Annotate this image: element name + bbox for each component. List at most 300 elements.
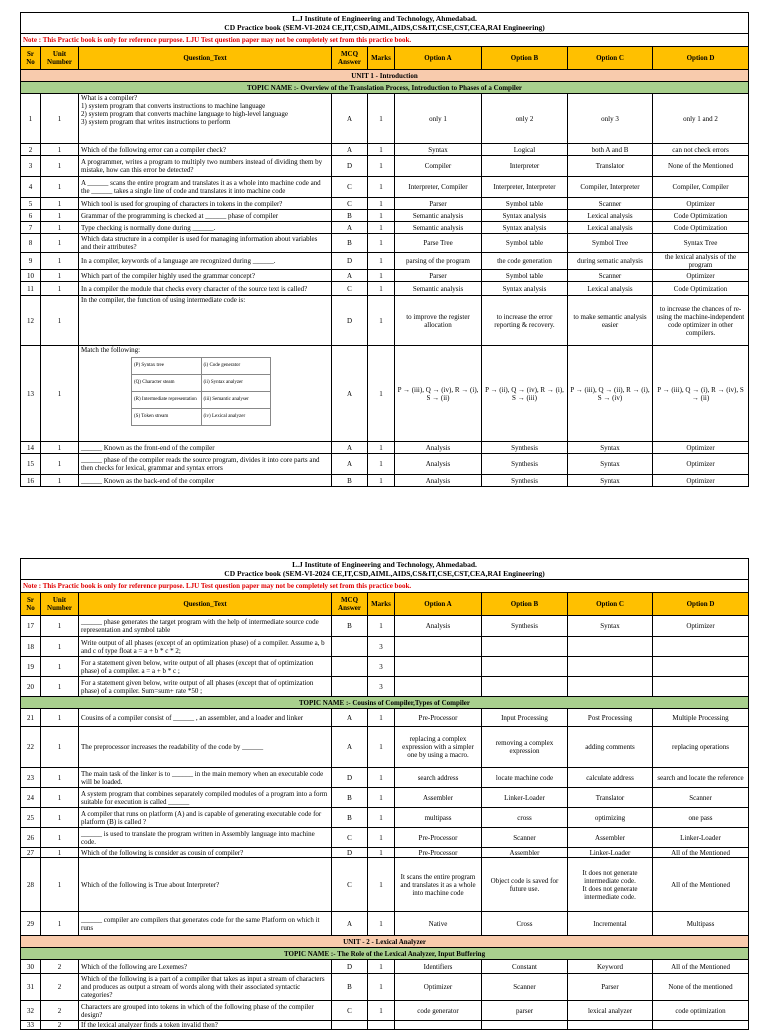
- marks-cell: 1: [368, 788, 395, 808]
- marks-cell: 1: [368, 177, 395, 198]
- option-c-cell: during sematic analysis: [568, 253, 653, 270]
- option-d-cell: Optimizer: [653, 616, 749, 637]
- mcq-answer-cell: B: [332, 808, 368, 828]
- sr-no-cell: 17: [21, 616, 41, 637]
- unit-number-cell: 1: [41, 210, 79, 222]
- table-row: [21, 346, 749, 442]
- option-b-cell: removing a complex expression: [482, 727, 568, 768]
- option-c-cell: Scanner: [568, 270, 653, 282]
- unit-number-cell: 1: [41, 177, 79, 198]
- mcq-answer-cell: C: [332, 1001, 368, 1021]
- unit-number-cell: 1: [41, 709, 79, 727]
- marks-cell: 1: [368, 346, 395, 442]
- option-c-cell: Incremental: [568, 912, 653, 936]
- mcq-answer-cell: A: [332, 346, 368, 442]
- question-text-cell: Which of the following is a part of a compiler that takes as input a stream of characters and produces as output a stream of words along with their associated syntactic categories?: [79, 974, 332, 1001]
- sr-no-cell: 8: [21, 234, 41, 253]
- topic-heading: TOPIC NAME :- Overview of the Translation Process, Introduction to Phases of a Compiler: [21, 82, 749, 94]
- option-c-cell: Syntax: [568, 454, 653, 475]
- questions-table-1: [20, 12, 749, 487]
- sr-no-cell: 22: [21, 727, 41, 768]
- match-left-item: (Q) Character steam: [132, 375, 202, 392]
- option-c-cell: [568, 1021, 653, 1030]
- mcq-answer-cell: C: [332, 282, 368, 296]
- table-row: [21, 156, 749, 177]
- marks-cell: 1: [368, 144, 395, 156]
- unit-number-cell: 2: [41, 1021, 79, 1030]
- book-title: CD Practice book (SEM-VI-2024 CE,IT,CSD,AIML,AIDS,CS&IT,CSE,CST,CEA,RAI Engineering): [224, 23, 545, 32]
- option-b-cell: Synthesis: [482, 475, 568, 487]
- col-option-b: Option B: [482, 593, 568, 616]
- table-row: [21, 198, 749, 210]
- mcq-answer-cell: [332, 1021, 368, 1030]
- mcq-answer-cell: B: [332, 475, 368, 487]
- question-text-cell: Cousins of a compiler consist of ______ , an assembler, and a loader and linker: [79, 709, 332, 727]
- document-header: [21, 13, 749, 34]
- option-a-cell: Semantic analysis: [395, 222, 482, 234]
- table-row: [21, 974, 749, 1001]
- table-row: [21, 677, 749, 697]
- option-b-cell: Assembler: [482, 848, 568, 858]
- marks-cell: 1: [368, 253, 395, 270]
- option-b-cell: Constant: [482, 960, 568, 974]
- topic-heading: TOPIC NAME :- Cousins of Compiler,Types of Compiler: [21, 697, 749, 709]
- option-a-cell: Native: [395, 912, 482, 936]
- mcq-answer-cell: D: [332, 253, 368, 270]
- marks-cell: 1: [368, 282, 395, 296]
- unit-number-cell: 1: [41, 156, 79, 177]
- option-a-cell: P → (iii), Q → (iv), R → (i), S → (ii): [395, 346, 482, 442]
- option-d-cell: only 1 and 2: [653, 94, 749, 144]
- practice-page-1: [20, 12, 748, 487]
- mcq-answer-cell: A: [332, 727, 368, 768]
- mcq-answer-cell: A: [332, 454, 368, 475]
- option-c-cell: Parser: [568, 974, 653, 1001]
- sr-no-cell: 1: [21, 94, 41, 144]
- table-row: [21, 270, 749, 282]
- option-b-cell: [482, 637, 568, 657]
- option-a-cell: Parser: [395, 270, 482, 282]
- mcq-answer-cell: B: [332, 234, 368, 253]
- option-d-cell: search and locate the reference: [653, 768, 749, 788]
- option-c-cell: Scanner: [568, 198, 653, 210]
- match-following-table: [131, 357, 271, 426]
- unit-number-cell: 1: [41, 616, 79, 637]
- option-c-cell: Keyword: [568, 960, 653, 974]
- book-title: CD Practice book (SEM-VI-2024 CE,IT,CSD,AIML,AIDS,CS&IT,CSE,CST,CEA,RAI Engineering): [224, 569, 545, 578]
- mcq-answer-cell: A: [332, 222, 368, 234]
- option-c-cell: Post Processing: [568, 709, 653, 727]
- option-a-cell: parsing of the program: [395, 253, 482, 270]
- option-b-cell: Syntax analysis: [482, 222, 568, 234]
- match-right-item: (i) Code generator: [201, 358, 271, 375]
- table-row: [21, 709, 749, 727]
- table-row: [21, 727, 749, 768]
- document-header: [21, 559, 749, 580]
- unit-number-cell: 1: [41, 768, 79, 788]
- option-b-cell: Logical: [482, 144, 568, 156]
- unit-number-cell: 1: [41, 234, 79, 253]
- sr-no-cell: 15: [21, 454, 41, 475]
- sr-no-cell: 11: [21, 282, 41, 296]
- mcq-answer-cell: D: [332, 156, 368, 177]
- table-row: [21, 282, 749, 296]
- marks-cell: 3: [368, 677, 395, 697]
- unit-number-cell: 1: [41, 858, 79, 912]
- option-c-cell: [568, 637, 653, 657]
- option-a-cell: to improve the register allocation: [395, 296, 482, 346]
- unit-number-cell: 1: [41, 788, 79, 808]
- option-a-cell: Pre-Processor: [395, 848, 482, 858]
- mcq-answer-cell: C: [332, 858, 368, 912]
- question-text-cell: Which of the following is consider as cousin of compiler?: [79, 848, 332, 858]
- option-d-cell: Code Optimization: [653, 282, 749, 296]
- unit-number-cell: 1: [41, 270, 79, 282]
- option-b-cell: P → (ii), Q → (iv), R → (i), S → (iii): [482, 346, 568, 442]
- sr-no-cell: 16: [21, 475, 41, 487]
- unit-number-cell: 1: [41, 253, 79, 270]
- col-mcq-answer: MCQ Answer: [332, 47, 368, 70]
- col-unit-number: Unit Number: [41, 47, 79, 70]
- unit-number-cell: 2: [41, 974, 79, 1001]
- marks-cell: 1: [368, 858, 395, 912]
- question-text-cell: Which of the following is True about Interpreter?: [79, 858, 332, 912]
- option-b-cell: cross: [482, 808, 568, 828]
- question-text-cell: The preprocessor increases the readability of the code by ______: [79, 727, 332, 768]
- option-b-cell: [482, 657, 568, 677]
- marks-cell: 1: [368, 296, 395, 346]
- mcq-answer-cell: A: [332, 144, 368, 156]
- marks-cell: 1: [368, 198, 395, 210]
- option-b-cell: Linker-Loader: [482, 788, 568, 808]
- option-b-cell: Cross: [482, 912, 568, 936]
- option-a-cell: It scans the entire program and translates it as a whole into machine code: [395, 858, 482, 912]
- option-b-cell: Symbol table: [482, 270, 568, 282]
- option-a-cell: Syntax: [395, 144, 482, 156]
- col-option-a: Option A: [395, 47, 482, 70]
- option-c-cell: Translator: [568, 788, 653, 808]
- match-right-item: (ii) Syntax analyzer: [201, 375, 271, 392]
- table-row: [21, 828, 749, 848]
- marks-cell: 1: [368, 848, 395, 858]
- question-text-cell: Type checking is normally done during ______.: [79, 222, 332, 234]
- option-c-cell: [568, 677, 653, 697]
- sr-no-cell: 18: [21, 637, 41, 657]
- sr-no-cell: 2: [21, 144, 41, 156]
- option-a-cell: multipass: [395, 808, 482, 828]
- table-row: [21, 657, 749, 677]
- table-row: [21, 144, 749, 156]
- option-a-cell: [395, 637, 482, 657]
- sr-no-cell: 6: [21, 210, 41, 222]
- unit-number-cell: 1: [41, 442, 79, 454]
- unit-number-cell: 1: [41, 296, 79, 346]
- option-b-cell: [482, 1021, 568, 1030]
- option-a-cell: Optimizer: [395, 974, 482, 1001]
- option-b-cell: Synthesis: [482, 616, 568, 637]
- option-b-cell: to increase the error reporting & recovery.: [482, 296, 568, 346]
- option-b-cell: Symbol table: [482, 198, 568, 210]
- question-text-cell: A system program that combines separately compiled modules of a program into a form suitable for execution is called ______: [79, 788, 332, 808]
- table-row: [21, 768, 749, 788]
- col-question-text: Question_Text: [79, 47, 332, 70]
- option-a-cell: Semantic analysis: [395, 282, 482, 296]
- marks-cell: 1: [368, 442, 395, 454]
- sr-no-cell: 12: [21, 296, 41, 346]
- question-text-cell: In a compiler, keywords of a language are recognized during ______.: [79, 253, 332, 270]
- unit-heading: UNIT - 2 - Lexical Analyzer: [21, 936, 749, 948]
- unit-number-cell: 1: [41, 848, 79, 858]
- marks-cell: [368, 1021, 395, 1030]
- option-d-cell: P → (iii), Q → (i), R → (iv), S → (ii): [653, 346, 749, 442]
- marks-cell: 1: [368, 727, 395, 768]
- mcq-answer-cell: B: [332, 616, 368, 637]
- question-text-cell: Which data structure in a compiler is used for managing information about variables and their attributes?: [79, 234, 332, 253]
- unit-number-cell: 1: [41, 828, 79, 848]
- sr-no-cell: 29: [21, 912, 41, 936]
- unit-number-cell: 2: [41, 1001, 79, 1021]
- option-c-cell: Syntax: [568, 442, 653, 454]
- option-a-cell: Analysis: [395, 616, 482, 637]
- mcq-answer-cell: B: [332, 974, 368, 1001]
- question-text-cell: ______ is used to translate the program written in Assembly language into machine code.: [79, 828, 332, 848]
- option-a-cell: Identifiers: [395, 960, 482, 974]
- mcq-answer-cell: B: [332, 788, 368, 808]
- option-a-cell: Analysis: [395, 454, 482, 475]
- question-text-cell: Which of the following error can a compiler check?: [79, 144, 332, 156]
- question-text-cell: Which of the following are Lexemes?: [79, 960, 332, 974]
- option-d-cell: Multipass: [653, 912, 749, 936]
- col-unit-number: Unit Number: [41, 593, 79, 616]
- option-a-cell: Parse Tree: [395, 234, 482, 253]
- unit-number-cell: 1: [41, 727, 79, 768]
- marks-cell: 1: [368, 94, 395, 144]
- option-b-cell: Synthesis: [482, 454, 568, 475]
- marks-cell: 1: [368, 709, 395, 727]
- option-d-cell: replacing operations: [653, 727, 749, 768]
- option-c-cell: Assembler: [568, 828, 653, 848]
- sr-no-cell: 5: [21, 198, 41, 210]
- option-c-cell: to make semantic analysis easier: [568, 296, 653, 346]
- option-d-cell: can not check errors: [653, 144, 749, 156]
- marks-cell: 1: [368, 912, 395, 936]
- sr-no-cell: 19: [21, 657, 41, 677]
- question-text-cell: Grammar of the programming is checked at ______ phase of compiler: [79, 210, 332, 222]
- unit-number-cell: 1: [41, 282, 79, 296]
- sr-no-cell: 21: [21, 709, 41, 727]
- table-row: [21, 177, 749, 198]
- mcq-answer-cell: A: [332, 912, 368, 936]
- match-left-item: (P) Syntax tree: [132, 358, 202, 375]
- option-d-cell: All of the Mentioned: [653, 960, 749, 974]
- question-text-cell: In the compiler, the function of using intermediate code is:: [79, 296, 332, 346]
- marks-cell: 3: [368, 637, 395, 657]
- table-row: [21, 637, 749, 657]
- option-d-cell: Optimizer: [653, 475, 749, 487]
- marks-cell: 1: [368, 475, 395, 487]
- option-b-cell: Symbol table: [482, 234, 568, 253]
- option-b-cell: Syntax analysis: [482, 282, 568, 296]
- option-a-cell: code generator: [395, 1001, 482, 1021]
- option-d-cell: [653, 637, 749, 657]
- mcq-answer-cell: C: [332, 828, 368, 848]
- mcq-answer-cell: A: [332, 442, 368, 454]
- option-a-cell: Analysis: [395, 442, 482, 454]
- marks-cell: 1: [368, 1001, 395, 1021]
- option-b-cell: the code generation: [482, 253, 568, 270]
- sr-no-cell: 14: [21, 442, 41, 454]
- unit-number-cell: 1: [41, 912, 79, 936]
- option-c-cell: only 3: [568, 94, 653, 144]
- sr-no-cell: 31: [21, 974, 41, 1001]
- question-text-cell: Write output of all phases (except of an optimization phase) of a compiler. Assume a, b and c of type float a = a + b * c * 2;: [79, 637, 332, 657]
- question-text-cell: A programmer, writes a program to multiply two numbers instead of dividing them by mistake, how can this error be detected?: [79, 156, 332, 177]
- sr-no-cell: 32: [21, 1001, 41, 1021]
- option-a-cell: replacing a complex expression with a simpler one by using a macro.: [395, 727, 482, 768]
- option-c-cell: both A and B: [568, 144, 653, 156]
- question-text-cell: Characters are grouped into tokens in which of the following phase of the compiler design?: [79, 1001, 332, 1021]
- option-c-cell: optimizing: [568, 808, 653, 828]
- unit-number-cell: 2: [41, 960, 79, 974]
- marks-cell: 1: [368, 616, 395, 637]
- match-left-item: (R) Intermediate representation: [132, 392, 202, 409]
- unit-number-cell: 1: [41, 94, 79, 144]
- option-b-cell: Interpreter: [482, 156, 568, 177]
- marks-cell: 1: [368, 222, 395, 234]
- option-b-cell: locate machine code: [482, 768, 568, 788]
- practice-page-2: [20, 558, 748, 1030]
- unit-number-cell: 1: [41, 222, 79, 234]
- table-row: [21, 1021, 749, 1030]
- option-c-cell: Lexical analysis: [568, 222, 653, 234]
- marks-cell: 1: [368, 768, 395, 788]
- question-text-cell: In a compiler the module that checks every character of the source text is called?: [79, 282, 332, 296]
- reference-note: Note : This Practic book is only for reference purpose. LJU Test question paper may not be completely set from this practice book.: [21, 34, 749, 47]
- col-option-c: Option C: [568, 593, 653, 616]
- option-d-cell: one pass: [653, 808, 749, 828]
- option-b-cell: Syntax analysis: [482, 210, 568, 222]
- option-a-cell: Interpreter, Compiler: [395, 177, 482, 198]
- unit-number-cell: 1: [41, 346, 79, 442]
- column-header-row: [21, 47, 749, 70]
- marks-cell: 1: [368, 210, 395, 222]
- option-d-cell: Optimizer: [653, 270, 749, 282]
- table-row: [21, 296, 749, 346]
- option-d-cell: Scanner: [653, 788, 749, 808]
- option-c-cell: P → (iii), Q → (ii), R → (i), S → (iv): [568, 346, 653, 442]
- option-d-cell: [653, 677, 749, 697]
- col-sr-no: Sr No: [21, 47, 41, 70]
- sr-no-cell: 10: [21, 270, 41, 282]
- unit-number-cell: 1: [41, 637, 79, 657]
- option-d-cell: Linker-Loader: [653, 828, 749, 848]
- option-d-cell: Optimizer: [653, 442, 749, 454]
- option-c-cell: It does not generate intermediate code. It does not generate intermediate code.: [568, 858, 653, 912]
- table-row: [21, 616, 749, 637]
- unit-number-cell: 1: [41, 144, 79, 156]
- topic-heading: TOPIC NAME :- The Role of the Lexical Analyzer, Input Buffering: [21, 948, 749, 960]
- sr-no-cell: 27: [21, 848, 41, 858]
- option-d-cell: Syntax Tree: [653, 234, 749, 253]
- question-text-cell: ______ phase generates the target program with the help of intermediate source code representation and symbol table: [79, 616, 332, 637]
- table-row: [21, 1001, 749, 1021]
- sr-no-cell: 28: [21, 858, 41, 912]
- option-a-cell: Compiler: [395, 156, 482, 177]
- option-a-cell: Semantic analysis: [395, 210, 482, 222]
- option-c-cell: Lexical analysis: [568, 282, 653, 296]
- option-b-cell: Synthesis: [482, 442, 568, 454]
- option-d-cell: Optimizer: [653, 454, 749, 475]
- mcq-answer-cell: D: [332, 960, 368, 974]
- option-d-cell: the lexical analysis of the program: [653, 253, 749, 270]
- marks-cell: 1: [368, 808, 395, 828]
- col-option-c: Option C: [568, 47, 653, 70]
- table-row: [21, 234, 749, 253]
- option-d-cell: to increase the chances of re-using the machine-independent code optimizer in other compilers.: [653, 296, 749, 346]
- option-b-cell: parser: [482, 1001, 568, 1021]
- option-b-cell: Interpreter, Interpreter: [482, 177, 568, 198]
- match-left-item: (S) Token stream: [132, 409, 202, 426]
- unit-number-cell: 1: [41, 677, 79, 697]
- question-text-cell: If the lexical analyzer finds a token invalid then?: [79, 1021, 332, 1030]
- option-b-cell: Input Processing: [482, 709, 568, 727]
- option-d-cell: Multiple Processing: [653, 709, 749, 727]
- option-b-cell: Object code is saved for future use.: [482, 858, 568, 912]
- col-option-a: Option A: [395, 593, 482, 616]
- table-row: [21, 858, 749, 912]
- mcq-answer-cell: A: [332, 94, 368, 144]
- question-text-cell: For a statement given below, write output of all phases (except that of optimization phase) of a compiler. Sum=sum+ rate *50 ;: [79, 677, 332, 697]
- mcq-answer-cell: D: [332, 768, 368, 788]
- marks-cell: 1: [368, 270, 395, 282]
- marks-cell: 1: [368, 974, 395, 1001]
- option-c-cell: lexical analyzer: [568, 1001, 653, 1021]
- option-a-cell: [395, 677, 482, 697]
- option-c-cell: Syntax: [568, 616, 653, 637]
- table-row: [21, 222, 749, 234]
- option-c-cell: Symbol Tree: [568, 234, 653, 253]
- option-d-cell: Code Optimization: [653, 210, 749, 222]
- unit-heading: UNIT 1 - Introduction: [21, 70, 749, 82]
- option-a-cell: only 1: [395, 94, 482, 144]
- table-row: [21, 808, 749, 828]
- questions-table-2: [20, 558, 749, 1030]
- option-b-cell: [482, 677, 568, 697]
- col-option-b: Option B: [482, 47, 568, 70]
- question-text-cell: Which part of the compiler highly used the grammar concept?: [79, 270, 332, 282]
- table-row: [21, 253, 749, 270]
- option-a-cell: [395, 1021, 482, 1030]
- sr-no-cell: 13: [21, 346, 41, 442]
- question-text-cell: A ______ scans the entire program and translates it as a whole into machine code and the ______ takes a single line of code and translates it into machine code: [79, 177, 332, 198]
- institute-name: L.J Institute of Engineering and Technology, Ahmedabad.: [292, 14, 477, 23]
- option-c-cell: Compiler, Interpreter: [568, 177, 653, 198]
- option-a-cell: [395, 657, 482, 677]
- option-d-cell: All of the Mentioned: [653, 858, 749, 912]
- question-text-cell: What is a compiler? 1) system program that converts instructions to machine language 2) system program that converts machine language to high-level language 3) system program that writes instructions to perform: [79, 94, 332, 144]
- sr-no-cell: 3: [21, 156, 41, 177]
- table-row: [21, 788, 749, 808]
- option-b-cell: only 2: [482, 94, 568, 144]
- option-d-cell: None of the mentioned: [653, 974, 749, 1001]
- mcq-answer-cell: D: [332, 296, 368, 346]
- sr-no-cell: 23: [21, 768, 41, 788]
- sr-no-cell: 33: [21, 1021, 41, 1030]
- option-d-cell: [653, 1021, 749, 1030]
- table-row: [21, 960, 749, 974]
- question-text-cell: ______ Known as the back-end of the compiler: [79, 475, 332, 487]
- sr-no-cell: 4: [21, 177, 41, 198]
